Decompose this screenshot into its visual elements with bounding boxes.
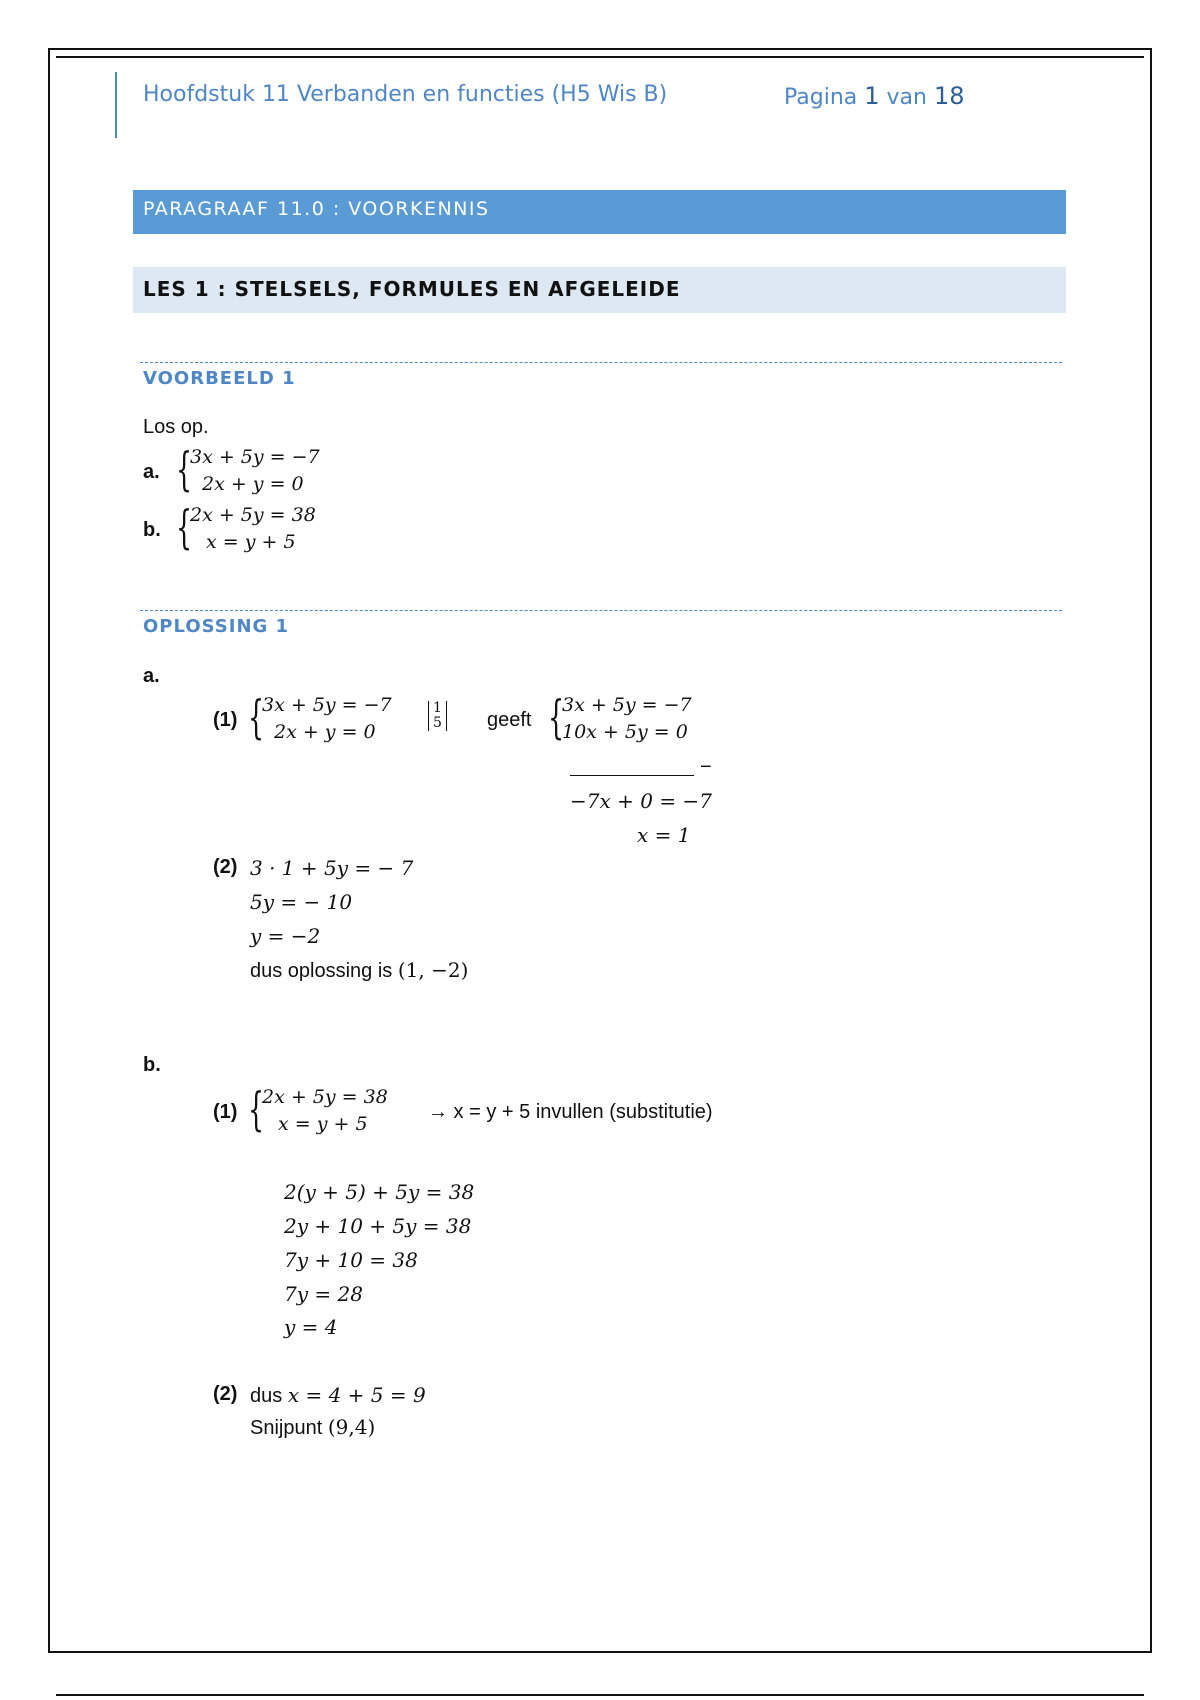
- footer-rule: [56, 1694, 1144, 1696]
- factor-top: 1: [433, 700, 442, 716]
- equation: 3x + 5y = −7: [562, 694, 692, 716]
- equation: x = y + 5: [206, 531, 296, 553]
- lesson-heading-bar: [133, 267, 1066, 313]
- step-label: (2): [213, 856, 238, 878]
- step-text: dus: [250, 1385, 288, 1407]
- step-line: 3 · 1 + 5y = − 7: [250, 856, 414, 880]
- brace-symbol: {: [548, 690, 565, 744]
- paragraph-heading: PARAGRAAF 11.0 : VOORKENNIS: [143, 198, 490, 220]
- equation: 2x + 5y = 38: [190, 504, 316, 526]
- result-line: x = 1: [637, 823, 691, 847]
- conclusion: [250, 958, 468, 983]
- conclusion-text: dus oplossing is: [250, 960, 398, 982]
- equation: 3x + 5y = −7: [262, 694, 392, 716]
- step-label: (1): [213, 709, 238, 731]
- example-b-label: b.: [143, 519, 161, 541]
- brace-symbol: {: [248, 1082, 265, 1136]
- snijpunt-text: Snijpunt: [250, 1417, 328, 1439]
- conclusion-math: (1, −2): [397, 958, 469, 982]
- equation: x = y + 5: [278, 1113, 368, 1135]
- example-a-label: a.: [143, 461, 160, 483]
- section-divider: [140, 362, 1062, 363]
- step-line: [250, 1383, 426, 1408]
- equation: 3x + 5y = −7: [190, 446, 320, 468]
- step-line: y = −2: [250, 924, 321, 948]
- page-of: van: [879, 85, 934, 110]
- subtraction-sign: −: [700, 756, 712, 778]
- page-indicator: [784, 82, 965, 110]
- brace-symbol: {: [176, 442, 193, 496]
- page-prefix: Pagina: [784, 85, 865, 110]
- brace-symbol: {: [176, 500, 193, 554]
- step-line: 7y = 28: [284, 1282, 363, 1306]
- section-divider: [140, 610, 1062, 611]
- example-label: VOORBEELD 1: [143, 368, 296, 389]
- page-current: 1: [864, 82, 880, 110]
- multiplication-factors: [428, 701, 447, 731]
- step-label: (1): [213, 1101, 238, 1123]
- step-math: x = 4 + 5 = 9: [287, 1383, 426, 1407]
- solution-a-label: a.: [143, 665, 160, 687]
- step-line: 2y + 10 + 5y = 38: [284, 1214, 472, 1238]
- factor-bottom: 5: [433, 715, 442, 731]
- equation: 2x + 5y = 38: [262, 1086, 388, 1108]
- equation: 2x + y = 0: [274, 721, 376, 743]
- paragraph-heading-bar: [133, 190, 1066, 234]
- result-line: −7x + 0 = −7: [570, 789, 712, 813]
- snijpunt-math: (9,4): [327, 1415, 376, 1439]
- geeft-text: geeft: [487, 709, 532, 731]
- step-line: 2(y + 5) + 5y = 38: [284, 1180, 475, 1204]
- chapter-title: Hoofdstuk 11 Verbanden en functies (H5 Wis B): [143, 82, 668, 107]
- step-line: 5y = − 10: [250, 890, 353, 914]
- lesson-heading: LES 1 : STELSELS, FORMULES EN AFGELEIDE: [143, 277, 681, 301]
- solution-b-label: b.: [143, 1054, 161, 1076]
- step-line: 7y + 10 = 38: [284, 1248, 418, 1272]
- example-intro: Los op.: [143, 416, 209, 438]
- header-accent-bar: [115, 72, 117, 138]
- substitution-note: → x = y + 5 invullen (substitutie): [428, 1101, 713, 1123]
- solution-label: OPLOSSING 1: [143, 616, 290, 637]
- equation: 2x + y = 0: [202, 473, 304, 495]
- step-label: (2): [213, 1383, 238, 1405]
- subtraction-line: [570, 775, 694, 776]
- step-line: y = 4: [284, 1315, 338, 1339]
- frame-top-rule: [56, 56, 1144, 58]
- page-total: 18: [933, 82, 965, 110]
- equation: 10x + 5y = 0: [562, 721, 688, 743]
- brace-symbol: {: [248, 690, 265, 744]
- snijpunt: [250, 1415, 375, 1440]
